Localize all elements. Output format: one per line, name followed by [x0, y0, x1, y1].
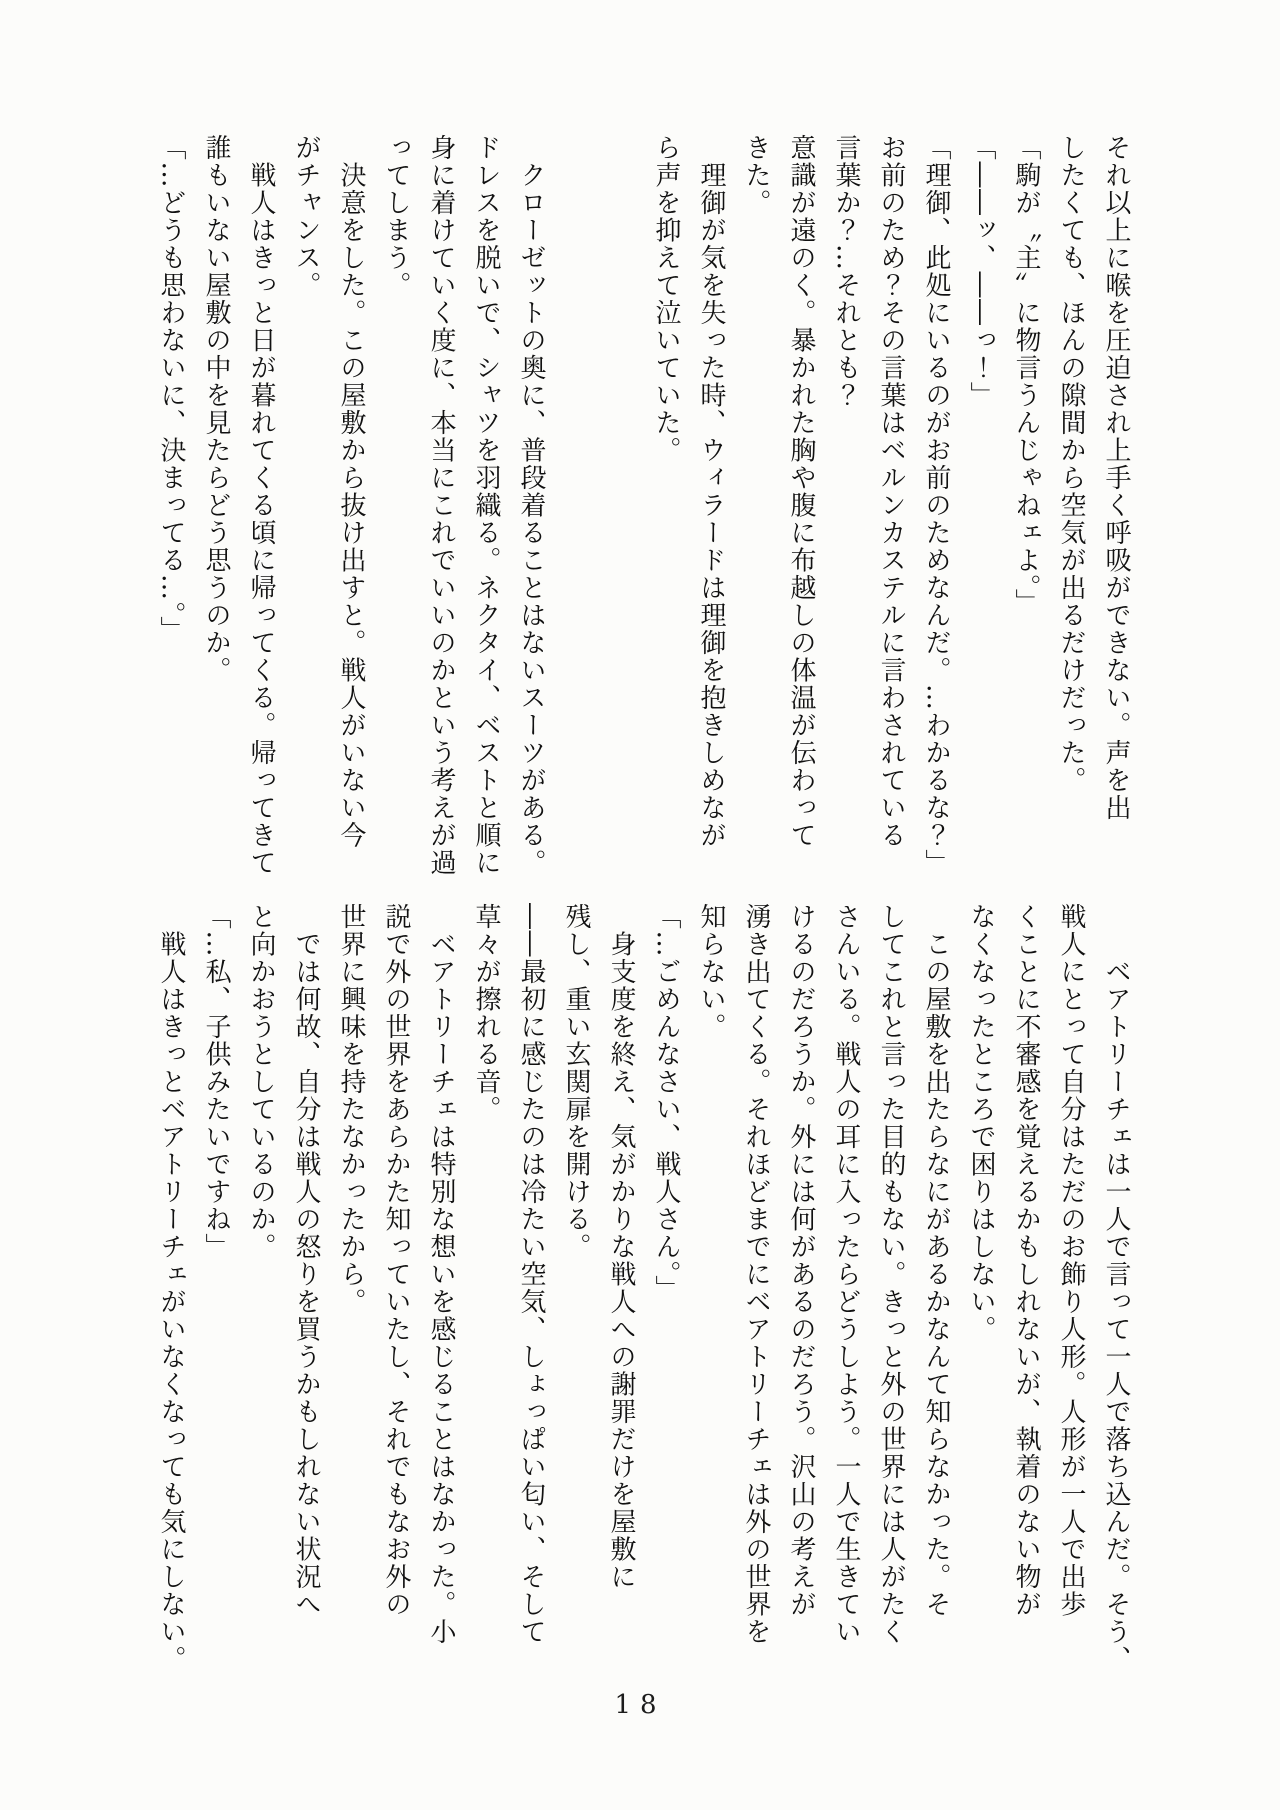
text-line: ベアトリーチェは一人で言って一人で落ち込んだ。そう、 — [1101, 903, 1131, 1673]
text-line: 「…ごめんなさい、戦人さん。」 — [651, 903, 681, 1303]
text-line: 意識が遠のく。暴かれた胸や腹に布越しの体温が伝わって — [786, 134, 816, 849]
text-line: してこれと言った目的もない。きっと外の世界には人がたく — [876, 903, 906, 1646]
text-line: 湧き出てくる。それほどまでにベアトリーチェは外の世界を — [741, 903, 771, 1646]
text-line: 残し、重い玄関扉を開ける。 — [561, 903, 591, 1261]
text-line: さんいる。戦人の耳に入ったらどうしよう。一人で生きてい — [831, 903, 861, 1646]
text-line: 「――ッ、――っ！」 — [966, 134, 996, 409]
text-line: 理御が気を失った時、ウィラードは理御を抱きしめなが — [696, 134, 726, 849]
text-line: けるのだろうか。外には何があるのだろう。沢山の考えが — [786, 903, 816, 1618]
text-line: 「理御、此処にいるのがお前のためなんだ。…わかるな？」 — [921, 134, 951, 877]
text-line: なくなったところで困りはしない。 — [966, 903, 996, 1343]
text-line: ――最初に感じたのは冷たい空気、しょっぱい匂い、そして — [516, 903, 546, 1646]
text-line: 誰もいない屋敷の中を見たらどう思うのか。 — [201, 134, 231, 684]
text-line: 身支度を終え、気がかりな戦人への謝罪だけを屋敷に — [606, 903, 636, 1591]
text-line: それ以上に喉を圧迫され上手く呼吸ができない。声を出 — [1101, 134, 1131, 822]
text-line: 世界に興味を持たなかったから。 — [336, 903, 366, 1316]
text-line: ベアトリーチェは特別な想いを感じることはなかった。小 — [426, 903, 456, 1646]
text-line: クローゼットの奥に、普段着ることはないスーツがある。 — [516, 134, 546, 877]
text-line: ってしまう。 — [381, 134, 411, 299]
text-line: と向かおうとしているのか。 — [246, 903, 276, 1261]
text-line: 戦人にとって自分はただのお飾り人形。人形が一人で出歩 — [1056, 903, 1086, 1618]
text-line: この屋敷を出たらなにがあるかなんて知らなかった。そ — [921, 903, 951, 1618]
bottom-text-block — [146, 903, 1138, 1697]
text-line: きた。 — [741, 134, 771, 217]
text-line — [553, 134, 598, 906]
text-line: 草々が擦れる音。 — [471, 903, 501, 1123]
text-line: くことに不審感を覚えるかもしれないが、執着のない物が — [1011, 903, 1041, 1618]
text-line: がチャンス。 — [291, 134, 321, 299]
text-line — [598, 134, 643, 906]
text-line: 「…どうも思わないに、決まってる…。」 — [156, 134, 186, 644]
text-line: ドレスを脱いで、シャツを羽織る。ネクタイ、ベストと順に — [471, 134, 501, 877]
text-line: 戦人はきっとベアトリーチェがいなくなっても気にしない。 — [156, 903, 186, 1673]
text-line: 決意をした。この屋敷から抜け出すと。戦人がいない今 — [336, 134, 366, 849]
text-line: 知らない。 — [696, 903, 726, 1041]
text-line: したくても、ほんの隙間から空気が出るだけだった。 — [1056, 134, 1086, 794]
text-line: 身に着けていく度に、本当にこれでいいのかという考えが過 — [426, 134, 456, 877]
text-line: お前のため？その言葉はベルンカステルに言わされている — [876, 134, 906, 849]
text-line: では何故、自分は戦人の怒りを買うかもしれない状況へ — [291, 903, 321, 1618]
page-number: 18 — [614, 1690, 666, 1720]
text-line: 「…私、子供みたいですね」 — [201, 903, 231, 1261]
text-line: 「駒が〝主〟に物言うんじゃねェよ。」 — [1011, 134, 1041, 616]
text-line: ら声を抑えて泣いていた。 — [651, 134, 681, 464]
text-line: 戦人はきっと日が暮れてくる頃に帰ってくる。帰ってきて — [246, 134, 276, 877]
top-text-block — [146, 134, 1138, 906]
text-line: 説で外の世界をあらかた知っていたし、それでもなお外の — [381, 903, 411, 1618]
text-line: 言葉か？…それとも？ — [831, 134, 861, 409]
